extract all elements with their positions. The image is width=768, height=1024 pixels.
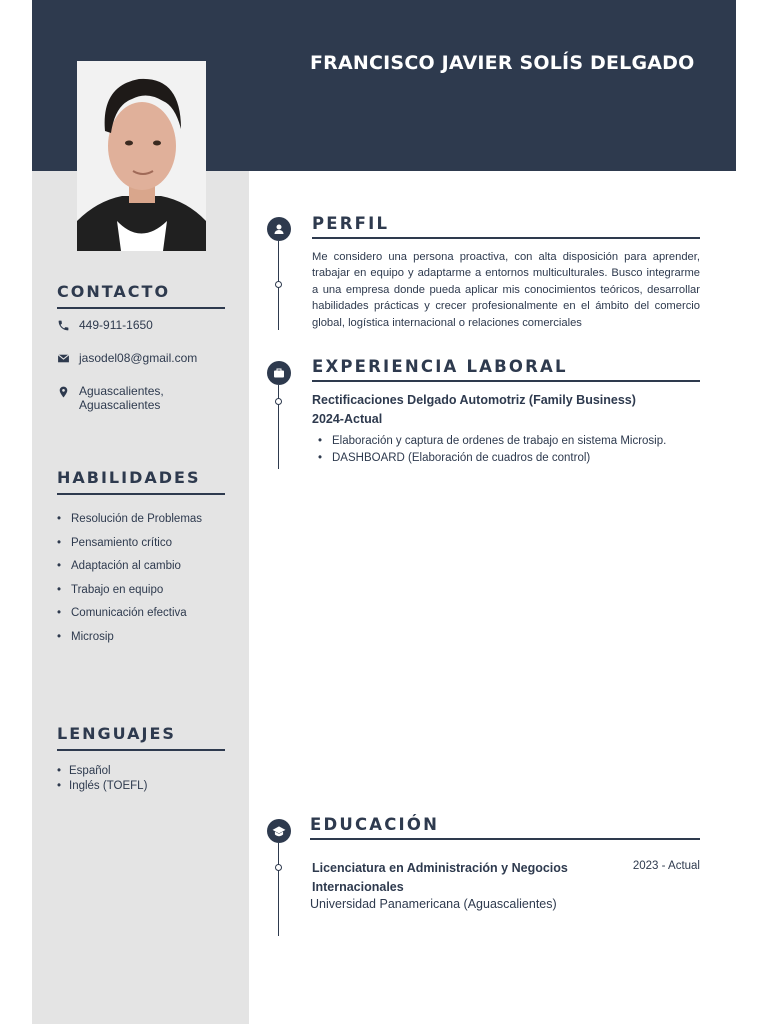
edu-school: Universidad Panamericana (Aguascalientes): [310, 897, 557, 911]
job-period: 2024-Actual: [312, 412, 383, 426]
envelope-icon: [57, 352, 71, 366]
contact-heading: CONTACTO: [57, 282, 225, 309]
list-item: • Trabajo en equipo: [57, 583, 202, 607]
profile-text: Me considero una persona proactiva, con alta disposición para aprender, trabajar en equipo y adaptarme a entornos multiculturales. Busco integrarme a una empresa donde pueda aplicar mis conocimientos teóricos, desarrollar habilidades prácticas y crecer profesionalmente en el ámbito del comercio global, logística internacional o relaciones comerciales: [312, 251, 700, 329]
location-pin-icon: [57, 385, 71, 399]
languages-heading: LENGUAJES: [57, 724, 225, 751]
list-item: • Pensamiento crítico: [57, 536, 202, 560]
skills-heading: HABILIDADES: [57, 468, 225, 495]
profile-photo: [77, 61, 206, 251]
job-company: Rectificaciones Delgado Automotriz (Family Business): [312, 393, 636, 407]
list-item: • Inglés (TOEFL): [57, 779, 147, 794]
profile-heading: PERFIL: [312, 214, 700, 239]
timeline-dot: [275, 864, 282, 871]
education-heading: EDUCACIÓN: [310, 815, 700, 840]
phone-text: 449-911-1650: [79, 318, 153, 332]
phone-icon: [57, 319, 71, 333]
graduation-cap-icon: [267, 819, 291, 843]
list-item: • Adaptación al cambio: [57, 559, 202, 583]
timeline-line: [278, 843, 279, 936]
contact-phone: [57, 318, 153, 333]
list-item: • Microsip: [57, 630, 202, 654]
contact-email: [57, 351, 197, 366]
candidate-name: FRANCISCO JAVIER SOLÍS DELGADO: [310, 52, 695, 74]
timeline-dot: [275, 398, 282, 405]
timeline-dot: [275, 281, 282, 288]
list-item: • Comunicación efectiva: [57, 606, 202, 630]
list-item: • Elaboración y captura de ordenes de trabajo en sistema Microsip.: [318, 433, 666, 450]
skills-list: [57, 512, 202, 654]
briefcase-icon: [267, 361, 291, 385]
user-icon: [267, 217, 291, 241]
list-item: • Español: [57, 764, 147, 779]
experience-heading: EXPERIENCIA LABORAL: [312, 357, 700, 382]
contact-address: [57, 384, 164, 412]
address-line2: Aguascalientes: [79, 398, 161, 412]
languages-list: [57, 764, 147, 794]
edu-period: 2023 - Actual: [632, 860, 700, 872]
email-text[interactable]: jasodel08@gmail.com: [79, 351, 198, 365]
address-line1: Aguascalientes,: [79, 384, 164, 398]
edu-degree: Licenciatura en Administración y Negocios Internacionales: [312, 861, 568, 894]
list-item: • Resolución de Problemas: [57, 512, 202, 536]
duties-list: [318, 433, 666, 466]
list-item: • DASHBOARD (Elaboración de cuadros de control): [318, 450, 666, 467]
